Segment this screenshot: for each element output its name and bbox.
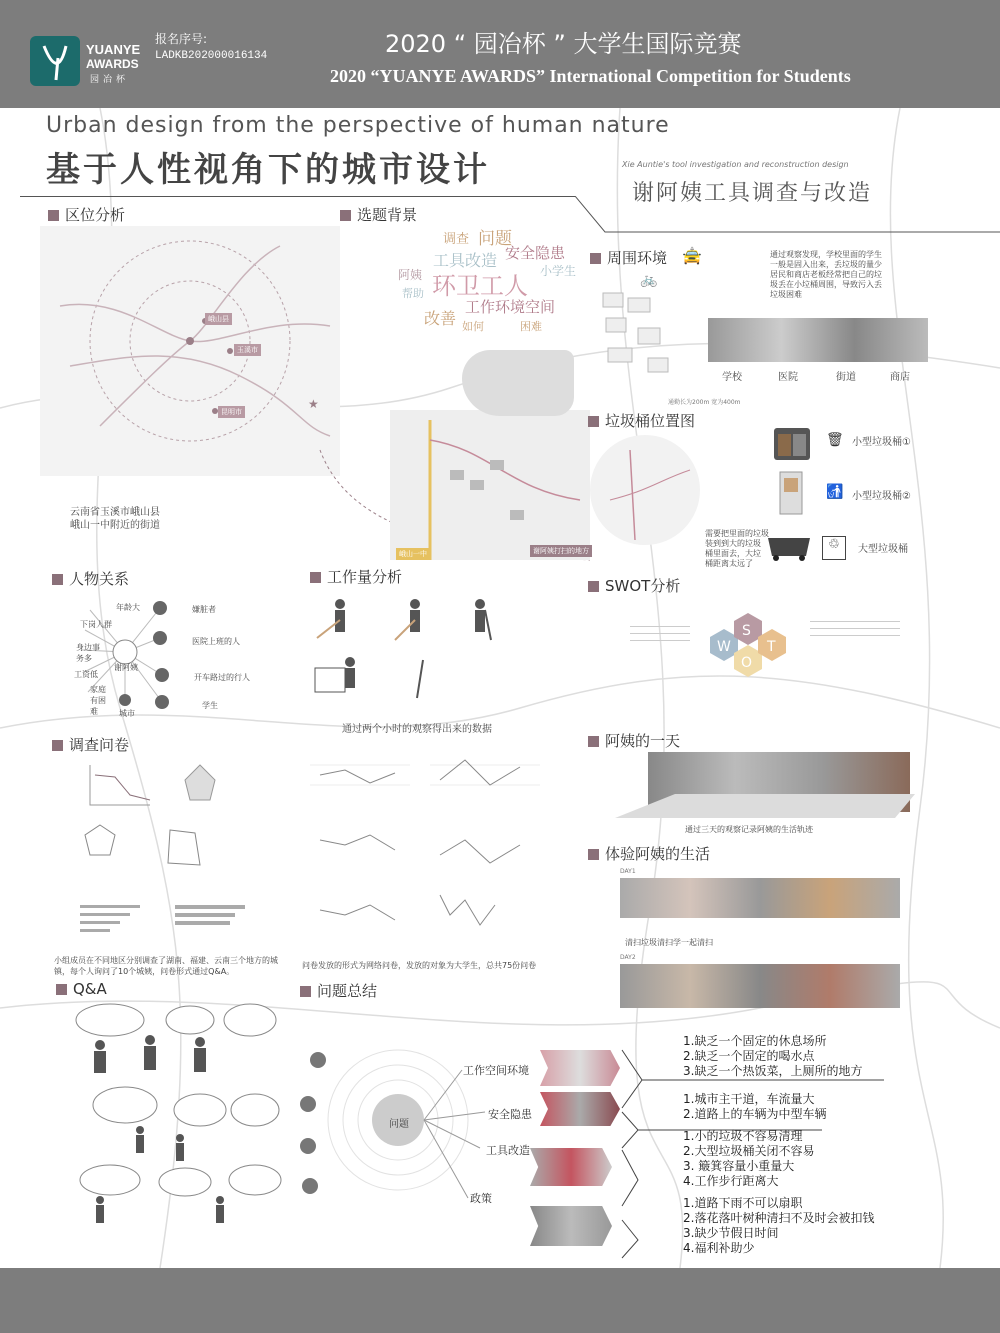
- map-label-yuxi: 玉溪市: [234, 344, 261, 356]
- trash-icon-2: 🚮: [826, 484, 844, 500]
- workload-caption: 通过两个小时的观察得出来的数据: [342, 724, 492, 735]
- site-label-area: 谢阿姨打扫的地方: [530, 545, 592, 557]
- workload-figures: [305, 590, 565, 710]
- bin-label-2: 小型垃圾桶②: [852, 491, 911, 502]
- people-left-3: 身边事务多: [76, 643, 100, 663]
- summary-photo-2: [540, 1092, 620, 1126]
- summary-g4-1: 1.道路下雨不可以扇职: [683, 1196, 803, 1210]
- survey-heading: 调查问卷: [52, 734, 129, 755]
- bins-note-1: 需要把里面的垃圾: [705, 529, 769, 538]
- background-photo: [462, 350, 574, 416]
- swot-o: O: [741, 655, 753, 671]
- surroundings-heading: 周围环境: [590, 247, 667, 268]
- bin-label-1: 小型垃圾桶①: [852, 437, 911, 448]
- summary-g3-3: 3. 簸箕容量小重量大: [683, 1159, 795, 1173]
- experience-day2: DAY2: [620, 954, 636, 961]
- site-map: [390, 410, 590, 560]
- place-hospital: 医院: [778, 372, 798, 383]
- people-heading: 人物关系: [52, 568, 129, 589]
- summary-photo-4: [530, 1206, 612, 1246]
- summary-photo-3: [530, 1148, 612, 1186]
- experience-photo-2: [620, 964, 900, 1008]
- survey-line-charts: [300, 745, 550, 945]
- surroundings-line-3: 居民和商店老板经常把自己的垃: [770, 270, 882, 279]
- title-rule: [20, 196, 575, 197]
- experience-caption: 清扫垃圾清扫学一起清扫: [625, 938, 713, 947]
- people-left-6: 城市: [119, 709, 135, 718]
- bike-icon: 🚲: [640, 272, 658, 288]
- trash-icon-1: 🗑: [826, 432, 844, 448]
- competition-title-en: 2020 “YUANYE AWARDS” International Competition for Students: [330, 66, 851, 86]
- summary-g3-4: 4.工作步行距离大: [683, 1174, 779, 1188]
- people-center: 谢阿姨: [114, 663, 138, 672]
- bin-label-3: 大型垃圾桶: [858, 544, 908, 555]
- summary-g2-2: 2.道路上的车辆为中型车辆: [683, 1107, 827, 1121]
- summary-g3-1: 1.小的垃圾不容易清理: [683, 1129, 803, 1143]
- survey-chart-caption: 问卷发放的形式为网络问卷，发放的对象为大学生，总共75份问卷: [302, 961, 537, 970]
- trash-icon-3: ♲: [822, 536, 846, 560]
- summary-g4-2: 2.落花落叶树种清扫不及时会被扣钱: [683, 1211, 875, 1225]
- summary-photo-1: [540, 1050, 620, 1086]
- keyword-7: 小学生: [540, 264, 577, 278]
- site-label-school: 峨山一中: [396, 548, 430, 560]
- qa-heading: Q&A: [56, 980, 107, 998]
- swot-t: T: [767, 639, 776, 655]
- building-block-model: [598, 288, 698, 388]
- people-right-1: 嫌脏者: [192, 605, 216, 614]
- summary-cat-2: 安全隐患: [488, 1108, 532, 1121]
- bins-note-2: 装到到大的垃圾: [705, 539, 761, 548]
- people-left-4: 工资低: [74, 670, 98, 679]
- qa-illustrations: [60, 1000, 290, 1230]
- logo-text-cn: 园冶杯: [90, 75, 130, 85]
- summary-g1-3: 3.缺乏一个热饭菜，上厕所的地方: [683, 1064, 863, 1078]
- place-school: 学校: [722, 372, 742, 383]
- competition-title-cn: 2020 “ 园冶杯 ” 大学生国际竞赛: [385, 30, 742, 58]
- survey-charts: [60, 755, 260, 945]
- footer-bar: [0, 1268, 1000, 1333]
- summary-cat-1: 工作空间环境: [463, 1064, 529, 1077]
- background-heading: 选题背景: [340, 204, 417, 225]
- summary-g3-2: 2.大型垃圾桶关闭不容易: [683, 1144, 815, 1158]
- summary-g4-3: 3.缺少节假日时间: [683, 1226, 779, 1240]
- swot-w: W: [717, 639, 731, 655]
- swot-heading: SWOT分析: [588, 575, 680, 596]
- people-right-2: 医院上班的人: [192, 637, 240, 646]
- experience-heading: 体验阿姨的生活: [588, 843, 710, 864]
- summary-center: 问题: [389, 1119, 409, 1130]
- summary-g4-4: 4.福利补助少: [683, 1241, 755, 1255]
- keyword-2: 问题: [478, 229, 512, 249]
- poster-title-cn: 基于人性视角下的城市设计: [46, 150, 490, 190]
- map-label-eshan: 峨山县: [205, 313, 232, 325]
- keyword-10: 改善: [424, 309, 457, 328]
- place-shop: 商店: [890, 372, 910, 383]
- location-caption-1: 云南省玉溪市峨山县: [70, 507, 160, 518]
- car-icon: 🚖: [682, 246, 702, 265]
- summary-cat-3: 工具改造: [486, 1144, 530, 1157]
- day-heading: 阿姨的一天: [588, 730, 680, 751]
- poster-title-en: Urban design from the perspective of human nature: [46, 113, 670, 138]
- surroundings-line-5: 垃圾困难: [770, 290, 802, 299]
- survey-caption: 小组成员在不同地区分别调查了湖南、福建、云南三个地方的城镇，每个人询问了10个城姨，问卷形式通过Q&A。: [54, 956, 278, 976]
- swot-text-lines-2: [810, 615, 900, 642]
- swot-hexagons: [690, 605, 820, 685]
- street-panorama: [708, 318, 928, 362]
- keyword-6: 环卫工人: [432, 272, 528, 300]
- bins-note-3: 桶里面去，大垃: [705, 549, 761, 558]
- day-caption: 通过三天的观察记录阿姨的生活轨迹: [685, 825, 813, 834]
- logo-text-2: AWARDS: [86, 57, 139, 71]
- keyword-1: 调查: [443, 232, 470, 247]
- small-bin-2-icon: [776, 470, 806, 516]
- svg-text:★: ★: [308, 397, 319, 411]
- people-right-3: 开车路过的行人: [194, 673, 250, 682]
- yuanye-logo-icon: [30, 36, 80, 86]
- keyword-11: 如何: [462, 320, 484, 333]
- people-left-1: 年龄大: [116, 603, 140, 612]
- keyword-4: 安全隐患: [505, 244, 566, 262]
- people-right-4: 学生: [202, 701, 218, 710]
- subtitle-en: Xie Auntie's tool investigation and reconstruction design: [622, 160, 849, 169]
- surroundings-note: 通勤长为200m 宽为400m: [668, 399, 741, 406]
- place-street: 街道: [836, 372, 856, 383]
- swot-s: S: [742, 623, 751, 639]
- large-bin-icon: [764, 530, 814, 562]
- logo-text-1: YUANYE: [86, 42, 141, 57]
- experience-photo-1: [620, 878, 900, 918]
- summary-heading: 问题总结: [300, 980, 377, 1001]
- summary-g1-1: 1.缺乏一个固定的休息场所: [683, 1034, 827, 1048]
- bins-site-map: [590, 430, 700, 550]
- location-caption-2: 峨山一中附近的街道: [70, 520, 160, 531]
- keyword-8: 帮助: [402, 287, 424, 300]
- workload-heading: 工作量分析: [310, 566, 402, 587]
- keyword-3: 工具改造: [433, 251, 498, 270]
- location-heading: 区位分析: [48, 204, 125, 225]
- people-left-5: 家庭有困难: [90, 685, 106, 716]
- surroundings-line-1: 通过观察发现，学校里面的学生: [770, 250, 882, 259]
- keyword-9: 工作环境空间: [465, 298, 556, 316]
- bins-note-4: 桶距离太远了: [705, 559, 753, 568]
- summary-g2-1: 1.城市主干道，车流量大: [683, 1092, 815, 1106]
- keyword-5: 阿姨: [398, 268, 423, 282]
- small-bin-1-icon: [772, 426, 812, 462]
- registration-number: LADKB202000016134: [155, 50, 268, 62]
- registration-label: 报名序号:: [155, 32, 208, 46]
- summary-cat-4: 政策: [470, 1192, 492, 1205]
- experience-day1: DAY1: [620, 868, 636, 875]
- subtitle-cn: 谢阿姨工具调查与改造: [632, 181, 873, 206]
- keyword-12: 困难: [520, 320, 542, 333]
- surroundings-line-4: 圾丢在小垃桶周围，导致污入丢: [770, 280, 882, 289]
- summary-g1-2: 2.缺乏一个固定的喝水点: [683, 1049, 815, 1063]
- surroundings-line-2: 一般是固入出来，丢垃圾的量少: [770, 260, 882, 269]
- bins-heading: 垃圾桶位置图: [588, 410, 695, 431]
- day-ground: [615, 790, 915, 820]
- swot-text-lines: [630, 620, 690, 647]
- map-label-kunming: 昆明市: [218, 406, 245, 418]
- people-left-2: 下岗人群: [80, 620, 112, 629]
